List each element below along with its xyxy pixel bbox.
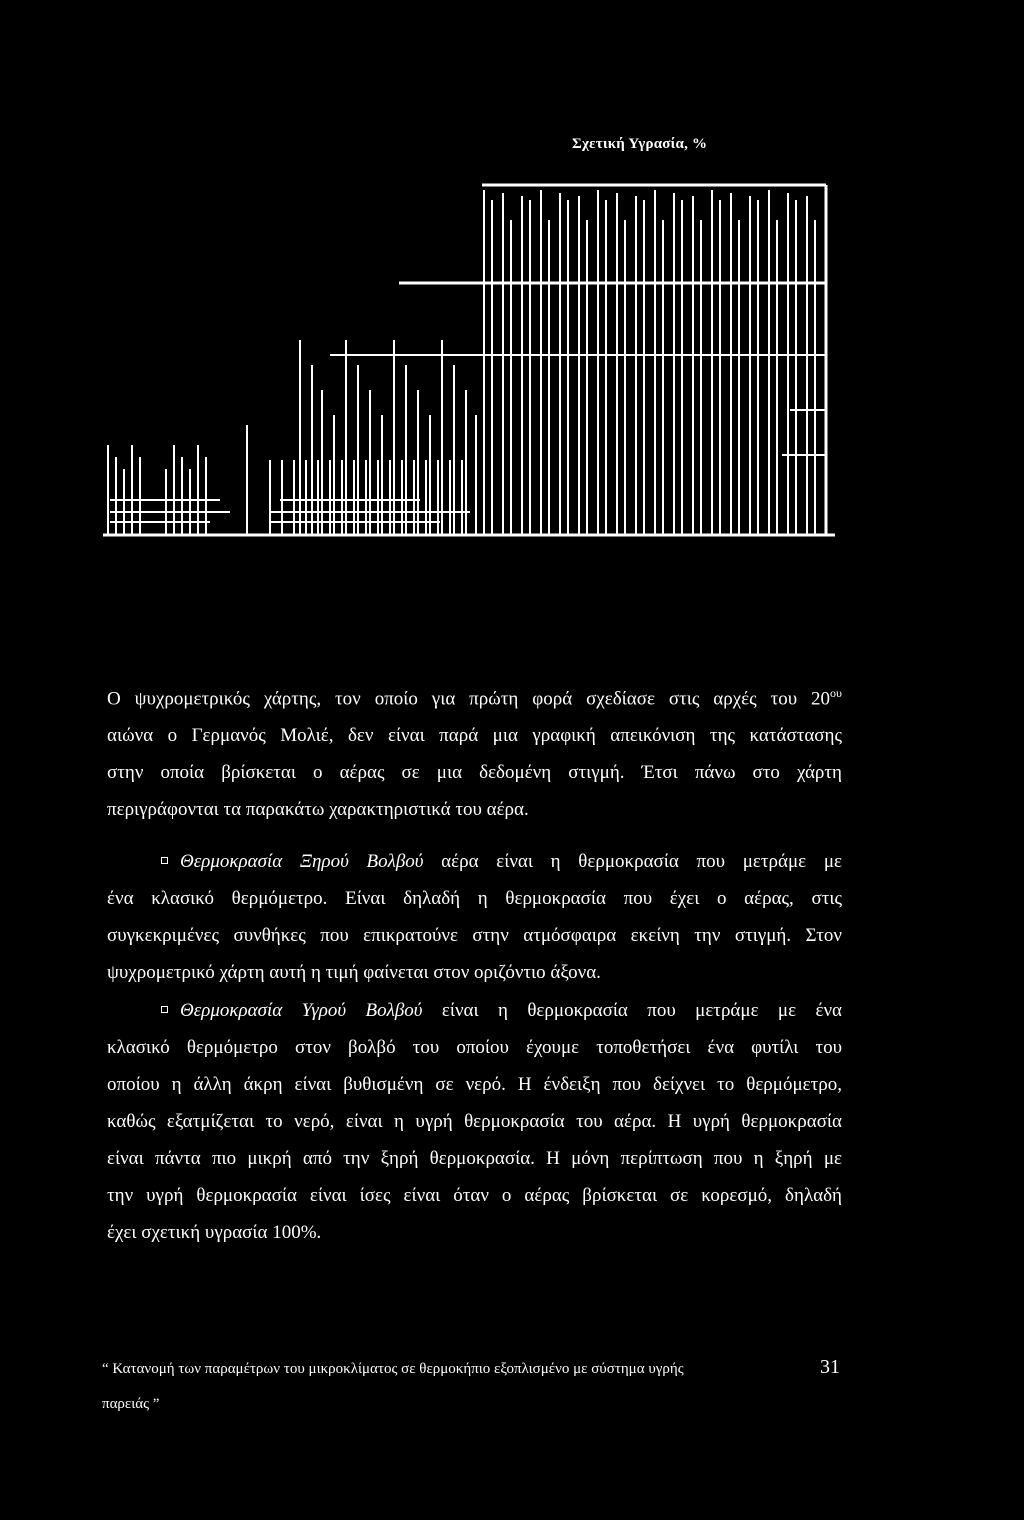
footer-citation <box>102 1352 842 1422</box>
dry-bulb-line-1-text: αέρα είναι η θερμοκρασία που μετράμε με <box>423 851 842 872</box>
wet-bulb-term: Θερμοκρασία Υγρού Βολβού <box>180 1000 423 1021</box>
wet-bulb-paragraph <box>107 992 842 1251</box>
wet-bulb-line-6: την υγρή θερμοκρασία είναι ίσες είναι όταν ο αέρας βρίσκεται σε κορεσμό, δηλαδή <box>107 1185 842 1206</box>
dry-bulb-line-1 <box>107 843 842 880</box>
dry-bulb-line-4: ψυχρομετρικό χάρτη αυτή η τιμή φαίνεται στον οριζόντιο άξονα. <box>107 962 601 983</box>
intro-line-1 <box>107 675 842 717</box>
intro-line-1-text: Ο ψυχρομετρικός χάρτης, τον οποίο για πρώτη φορά σχεδίασε στις αρχές του 20 <box>107 688 831 710</box>
hollow-square-bullet-icon <box>161 857 168 864</box>
intro-line-3: στην οποία βρίσκεται ο αέρας σε μια δεδομένη στιγμή. Έτσι πάνω στο χάρτη <box>107 762 842 784</box>
chart-title: Σχετική Υγρασία, % <box>572 136 708 152</box>
footer-line-1: “ Κατανομή των παραμέτρων του μικροκλίματος σε θερμοκήπιο εξοπλισμένο με σύστημα υγρής <box>102 1361 684 1377</box>
page-number: 31 <box>820 1356 840 1378</box>
wet-bulb-line-7: έχει σχετική υγρασία 100%. <box>107 1222 322 1243</box>
wet-bulb-line-5: είναι πάντα πιο μικρή από την ξηρή θερμοκρασία. Η μόνη περίπτωση που η ξηρή με <box>107 1148 842 1169</box>
intro-line-4: περιγράφονται τα παρακάτω χαρακτηριστικά του αέρα. <box>107 799 529 821</box>
dry-bulb-line-3: συγκεκριμένες συνθήκες που επικρατούνε στην ατμόσφαιρα εκείνη την στιγμή. Στον <box>107 925 842 946</box>
dry-bulb-paragraph <box>107 843 842 991</box>
hollow-square-bullet-icon <box>161 1006 168 1013</box>
dry-bulb-line-2: ένα κλασικό θερμόμετρο. Είναι δηλαδή η θερμοκρασία που έχει ο αέρας, στις <box>107 888 842 909</box>
wet-bulb-line-3: οποίου η άλλη άκρη είναι βυθισμένη σε νερό. Η ένδειξη που δείχνει το θερμόμετρο, <box>107 1074 842 1095</box>
intro-paragraph <box>107 675 842 828</box>
wet-bulb-line-2: κλασικό θερμόμετρο στον βολβό του οποίου έχουμε τοποθετήσει ένα φυτίλι του <box>107 1037 842 1058</box>
wet-bulb-line-1-text: είναι η θερμοκρασία που μετράμε με ένα <box>422 1000 842 1021</box>
superscript: ου <box>830 686 842 700</box>
wet-bulb-line-1 <box>107 992 842 1029</box>
dry-bulb-term: Θερμοκρασία Ξηρού Βολβού <box>180 851 424 872</box>
wet-bulb-line-4: καθώς εξατμίζεται το νερό, είναι η υγρή θερμοκρασία του αέρα. Η υγρή θερμοκρασία <box>107 1111 842 1132</box>
psychrometric-chart-fragment <box>0 0 1024 560</box>
intro-line-2: αιώνα ο Γερμανός Μολιέ, δεν είναι παρά μια γραφική απεικόνιση της κατάστασης <box>107 725 842 747</box>
footer-line-2: παρειάς ” <box>102 1396 160 1412</box>
